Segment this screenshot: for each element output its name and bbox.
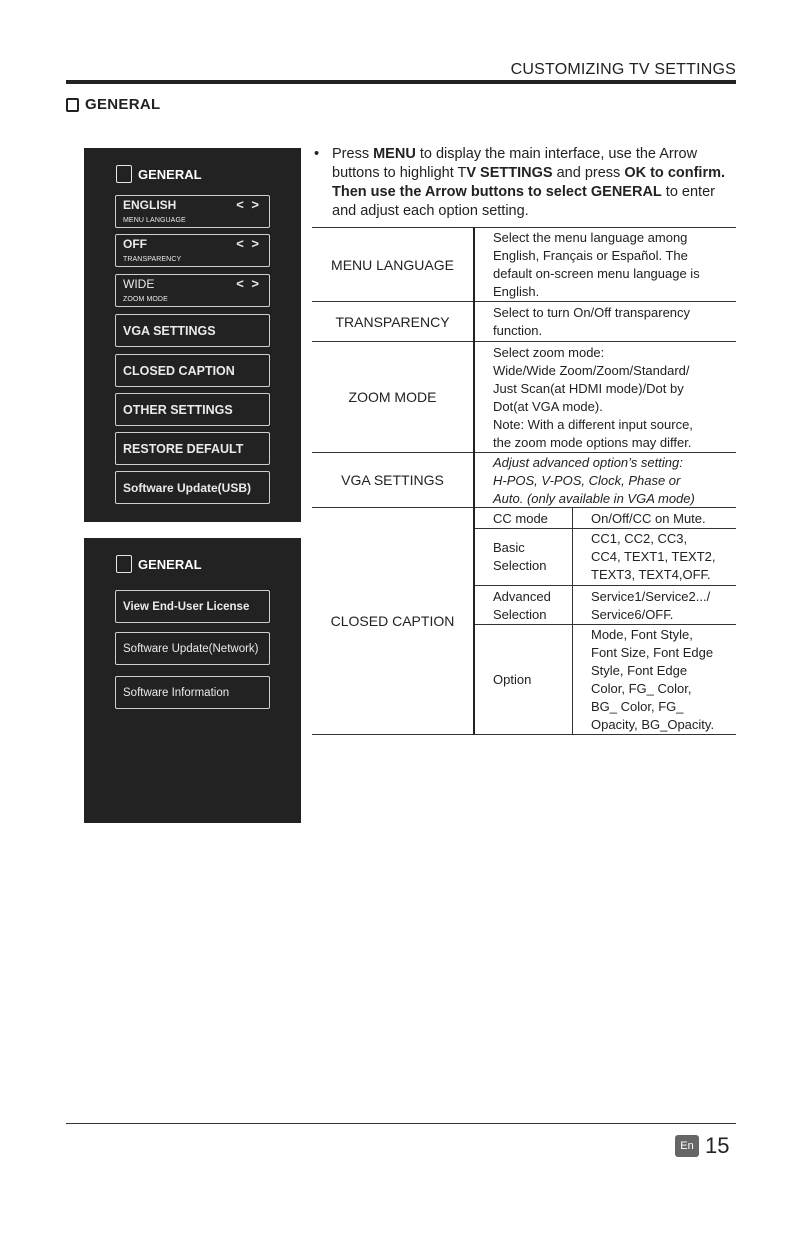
row-label-transparency: TRANSPARENCY — [335, 314, 450, 330]
cc-row-name — [493, 588, 573, 624]
cc-row-name — [493, 510, 573, 528]
text-run: Press — [332, 146, 374, 162]
row-desc-zoom-mode — [493, 344, 738, 452]
row-desc-vga-settings — [493, 454, 738, 508]
cc-name-line: Selection — [493, 607, 547, 622]
panel-title — [116, 165, 202, 183]
row-label-closed-caption: CLOSED CAPTION — [330, 613, 455, 629]
language-badge: En — [675, 1135, 699, 1157]
text-run: to display the main interface, use the Arrow buttons to highlight T — [332, 146, 698, 181]
option-value: ENGLISH — [123, 198, 177, 212]
option-label: MENU LANGUAGE — [123, 217, 186, 224]
left-right-arrows-icon: < > — [236, 197, 261, 212]
menu-item-software-information[interactable]: Software Information — [115, 676, 270, 709]
cc-value-line: Service1/Service2.../ — [591, 589, 711, 604]
bold-run: OK to confirm. Then use the Arrow buttons to select GENERAL — [332, 165, 726, 200]
option-label: TRANSPARENCY — [123, 256, 182, 263]
checkbox-icon — [116, 165, 132, 183]
table-divider — [473, 227, 475, 735]
desc-line: Select to turn On/Off transparency — [493, 305, 691, 320]
section-heading-text: GENERAL — [85, 96, 161, 113]
table-rule — [312, 734, 736, 735]
desc-line: function. — [493, 323, 543, 338]
table-rule — [475, 585, 736, 586]
desc-line: the zoom mode options may differ. — [493, 435, 692, 450]
cc-row-value — [591, 588, 739, 624]
desc-line: Dot(at VGA mode). — [493, 399, 603, 414]
text-run: and press — [552, 165, 625, 181]
checkbox-icon — [66, 98, 79, 112]
page-number: 15 — [705, 1133, 730, 1158]
table-rule — [312, 452, 736, 453]
checkbox-icon — [116, 555, 132, 573]
settings-table — [312, 227, 736, 735]
menu-option-zoom-mode[interactable] — [115, 274, 270, 307]
desc-line: Adjust advanced option’s setting: — [493, 455, 683, 470]
table-rule — [475, 624, 736, 625]
cc-value-line: Color, FG_ Color, — [591, 681, 692, 696]
desc-line: H-POS, V-POS, Clock, Phase or — [493, 473, 681, 488]
row-label-menu-language: MENU LANGUAGE — [331, 257, 454, 273]
cc-name-line: Selection — [493, 558, 547, 573]
cc-value-line: Opacity, BG_Opacity. — [591, 717, 715, 732]
cc-value-line: BG_ Color, FG_ — [591, 699, 684, 714]
cc-value-line: TEXT3, TEXT4,OFF. — [591, 567, 711, 582]
left-right-arrows-icon: < > — [236, 276, 261, 291]
cc-row-name — [493, 539, 573, 575]
cc-value-line: On/Off/CC on Mute. — [591, 511, 706, 526]
cc-value-line: CC1, CC2, CC3, — [591, 531, 688, 546]
menu-item-vga-settings[interactable]: VGA SETTINGS — [115, 314, 270, 347]
left-right-arrows-icon: < > — [236, 236, 261, 251]
page-header-title: CUSTOMIZING TV SETTINGS — [510, 61, 736, 78]
cc-name-line: CC mode — [493, 511, 548, 526]
instruction-paragraph — [332, 145, 734, 221]
desc-line: English. — [493, 284, 540, 299]
text-run: to enter and adjust each option setting. — [332, 184, 715, 219]
table-rule — [312, 341, 736, 342]
cc-name-line: Basic — [493, 540, 525, 555]
option-value: OFF — [123, 237, 147, 251]
panel-title-text: GENERAL — [138, 556, 202, 572]
cc-row-value — [591, 626, 739, 734]
option-label: ZOOM MODE — [123, 296, 168, 303]
cc-row-value — [591, 510, 739, 528]
cc-row-name — [493, 671, 573, 689]
menu-item-view-license[interactable]: View End-User License — [115, 590, 270, 623]
bullet: • — [314, 146, 320, 162]
desc-line: Just Scan(at HDMI mode)/Dot by — [493, 381, 684, 396]
desc-line: Auto. (only available in VGA mode) — [493, 491, 695, 506]
bold-run: V SETTINGS — [466, 165, 553, 181]
cc-value-line: Mode, Font Style, — [591, 627, 693, 642]
menu-item-other-settings[interactable]: OTHER SETTINGS — [115, 393, 270, 426]
row-desc-transparency — [493, 304, 738, 340]
menu-screenshot-general — [84, 148, 301, 522]
desc-line: Note: With a different input source, — [493, 417, 693, 432]
table-rule — [475, 528, 736, 529]
desc-line: Select the menu language among — [493, 230, 688, 245]
desc-line: default on-screen menu language is — [493, 266, 700, 281]
cc-row-value — [591, 530, 739, 584]
menu-item-software-update-usb[interactable]: Software Update(USB) — [115, 471, 270, 504]
row-label-zoom-mode: ZOOM MODE — [348, 389, 437, 405]
cc-name-line: Option — [493, 672, 532, 687]
panel-title-text: GENERAL — [138, 166, 202, 182]
table-rule — [312, 227, 736, 228]
menu-screenshot-general-other — [84, 538, 301, 823]
option-value: WIDE — [123, 277, 155, 291]
menu-item-software-update-network[interactable]: Software Update(Network) — [115, 632, 270, 665]
bold-run: MENU — [373, 146, 416, 162]
menu-item-closed-caption[interactable]: CLOSED CAPTION — [115, 354, 270, 387]
cc-value-line: Font Size, Font Edge — [591, 645, 714, 660]
menu-item-restore-default[interactable]: RESTORE DEFAULT — [115, 432, 270, 465]
desc-line: English, Français or Español. The — [493, 248, 688, 263]
panel-title — [116, 555, 202, 573]
header-rule — [66, 80, 736, 84]
cc-name-line: Advanced — [493, 589, 551, 604]
footer-rule — [66, 1123, 736, 1124]
cc-value-line: Service6/OFF. — [591, 607, 674, 622]
desc-line: Select zoom mode: — [493, 345, 605, 360]
cc-value-line: CC4, TEXT1, TEXT2, — [591, 549, 716, 564]
menu-option-transparency[interactable] — [115, 234, 270, 267]
table-rule — [312, 301, 736, 302]
row-desc-menu-language — [493, 229, 738, 301]
cc-value-line: Style, Font Edge — [591, 663, 688, 678]
section-heading — [66, 96, 160, 113]
desc-line: Wide/Wide Zoom/Zoom/Standard/ — [493, 363, 690, 378]
menu-option-language[interactable] — [115, 195, 270, 228]
row-label-vga-settings: VGA SETTINGS — [341, 472, 444, 488]
